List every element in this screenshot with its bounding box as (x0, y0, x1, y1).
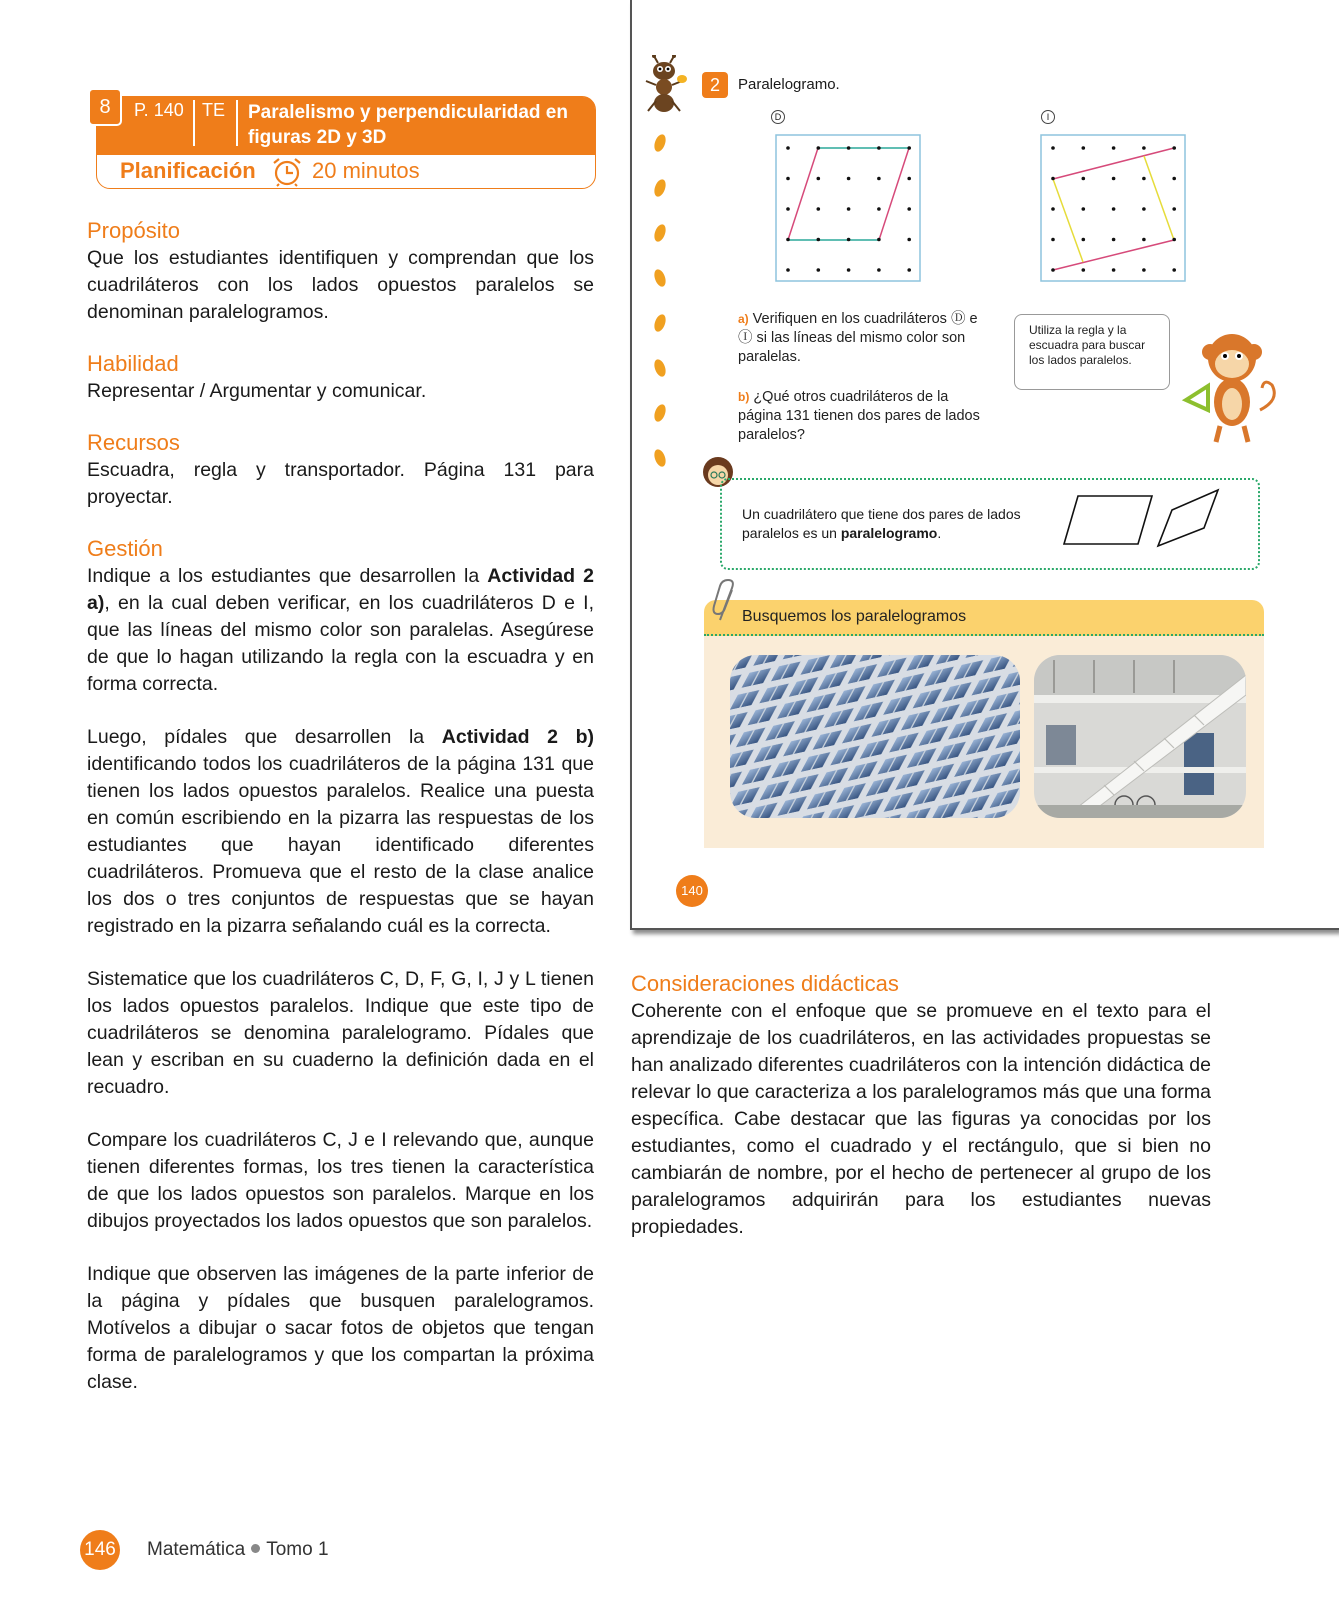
grid-dot (1172, 207, 1176, 211)
dot-grid-i (1040, 134, 1186, 284)
grid-dot (877, 268, 881, 272)
grid-dot (877, 177, 881, 181)
gestion-paragraph-3: Sistematice que los cuadriláteros C, D, F, G, I, J y L tienen los lados opuestos paralelos. Indique que este tipo de cuadriláteros se denomina paralelogramo. Pídales que lean y escriban en su cuaderno la definición dada en el recuadro. (87, 968, 594, 1098)
grid-dot (786, 238, 790, 242)
definition-text: Un cuadrilátero que tiene dos pares de lados paralelos es un paralelogramo. (742, 506, 1021, 541)
grid-dot (1082, 207, 1086, 211)
proposito-body: Que los estudiantes identifiquen y comprendan que los cuadriláteros con los lados opuestos paralelos se denominan paralelogramos. (87, 247, 594, 323)
planning-label: Planificación (120, 158, 256, 183)
consideraciones-title: Consideraciones didácticas (631, 971, 899, 996)
consideraciones-body: Coherente con el enfoque que se promueve en el texto para el aprendizaje de los cuadriláteros, en las actividades propuestas se han analizado diferentes cuadriláteros con la intención didáctica de relevar lo que caracteriza a los paralelogramos más que una forma específica. Cabe destacar que las figuras ya conocidas por los estudiantes, como el cuadrado y el rectángulo, que si bien no cambiarán de nombre, por el hecho de pertenecer al grupo de los paralelogramos adquirirán para los estudiantes nuevas propiedades. (631, 1000, 1211, 1238)
grid-dot (1112, 268, 1116, 272)
grid-dot (877, 146, 881, 150)
grid-dot (1082, 146, 1086, 150)
grid-dot (1142, 268, 1146, 272)
lesson-title: Paralelismo y perpendicularidad en figuras 2D y 3D (248, 102, 568, 148)
grid-dot (1051, 268, 1055, 272)
activity-title: Paralelogramo. (738, 76, 840, 93)
header-divider (193, 100, 195, 146)
grid-dot (1142, 238, 1146, 242)
speech-bubble: Utiliza la regla y la escuadra para buscar los lados paralelos. (1014, 314, 1170, 390)
grid-dot (847, 146, 851, 150)
question-b: b) ¿Qué otros cuadriláteros de la página 131 tienen dos pares de lados paralelos? (738, 389, 980, 443)
student-page-number: 140 (676, 875, 708, 907)
grid-dot (817, 146, 821, 150)
grid-dot (1051, 238, 1055, 242)
recursos-title: Recursos (87, 430, 180, 455)
building-stairs-photo (1034, 655, 1246, 818)
habilidad-title: Habilidad (87, 351, 179, 376)
grid-dot (1112, 177, 1116, 181)
gestion-paragraph-5: Indique que observen las imágenes de la parte inferior de la página y pídales que busquen paralelogramos. Motívelos a dibujar o sacar fotos de objetos que tengan forma de paralelogramos y que los compartan la próxima clase. (87, 1263, 594, 1393)
grid-dot (847, 177, 851, 181)
parallelogram-shapes (1062, 488, 1222, 552)
grid-dot (907, 146, 911, 150)
grid-dot (877, 238, 881, 242)
lesson-number: 8 (88, 88, 122, 126)
grid-dot (847, 238, 851, 242)
grid-dot (786, 268, 790, 272)
activity-number: 2 (702, 72, 728, 98)
gestion-paragraph-4: Compare los cuadriláteros C, J e I relevando que, aunque tienen diferentes formas, los tres tienen la característica de que los lados opuestos son paralelos. Marque en los dibujos proyectados los lados opuestos que son paralelos. (87, 1129, 594, 1232)
question-a: a) Verifiquen en los cuadriláteros Ⓓ e Ⓘ si las líneas del mismo color son paralelas. (738, 311, 978, 365)
gestion-paragraph-1: Indique a los estudiantes que desarrollen la Actividad 2 a), en la cual deben verificar, en los cuadriláteros D e I, que las líneas del mismo color son paralelas. Asegúrese de que lo hagan utilizando la regla con la escuadra y en forma correcta. (87, 565, 594, 695)
header-divider (236, 100, 238, 146)
grid-dot (786, 146, 790, 150)
left-column (87, 217, 594, 1422)
monkey-mascot-icon (1172, 330, 1282, 450)
planning-time: 20 minutos (312, 158, 420, 183)
grid-dot (877, 207, 881, 211)
leaf-decoration (650, 128, 670, 473)
grid-dot (1051, 177, 1055, 181)
grid-dot (1172, 146, 1176, 150)
grid-dot (1082, 177, 1086, 181)
grid-dot (1112, 238, 1116, 242)
ant-mascot-icon (642, 55, 688, 117)
alarm-clock-icon (270, 157, 304, 187)
grid-dot (847, 207, 851, 211)
recursos-body: Escuadra, regla y transportador. Página 131 para proyectar. (87, 459, 594, 508)
grid-dot (907, 177, 911, 181)
proposito-title: Propósito (87, 218, 180, 243)
consideraciones-section (631, 970, 1211, 1241)
footer-text: Matemática Tomo 1 (147, 1539, 329, 1560)
grid-dot (1112, 207, 1116, 211)
dot-grid-d (775, 134, 921, 284)
grid-dot (1051, 146, 1055, 150)
grid-d-label: D (771, 110, 785, 124)
grid-dot (1142, 146, 1146, 150)
grid-dot (1142, 177, 1146, 181)
busquemos-title: Busquemos los paralelogramos (742, 608, 967, 625)
grid-dot (1172, 177, 1176, 181)
student-page-image (630, 0, 1339, 930)
grid-dot (1082, 238, 1086, 242)
grid-dot (817, 268, 821, 272)
grid-dot (907, 238, 911, 242)
page-number: 146 (80, 1530, 120, 1570)
grid-dot (907, 207, 911, 211)
grid-dot (786, 177, 790, 181)
paperclip-icon (712, 578, 738, 624)
grid-dot (907, 268, 911, 272)
grid-dot (1112, 146, 1116, 150)
grid-dot (1051, 207, 1055, 211)
grid-dot (817, 177, 821, 181)
grid-dot (817, 207, 821, 211)
habilidad-body: Representar / Argumentar y comunicar. (87, 380, 427, 402)
grid-dot (1142, 207, 1146, 211)
grid-i-label: I (1041, 110, 1055, 124)
building-facade-photo (730, 655, 1020, 818)
te-label: TE (202, 100, 226, 120)
grid-dot (847, 268, 851, 272)
footer-dot (251, 1544, 260, 1553)
grid-dot (817, 238, 821, 242)
gestion-paragraph-2: Luego, pídales que desarrollen la Actividad 2 b) identificando todos los cuadriláteros de la página 131 que tienen los lados opuestos paralelos. Realice una puesta en común escribiendo en la pizarra las respuestas de los estudiantes que hayan identificado diferentes cuadriláteros. Promueva que el resto de la clase analice los dos o tres conjuntos de respuestas que se hayan registrado en la pizarra señalando cuál es la correcta. (87, 726, 595, 937)
grid-dot (1082, 268, 1086, 272)
grid-dot (1172, 238, 1176, 242)
grid-dot (1172, 268, 1176, 272)
grid-dot (786, 207, 790, 211)
gestion-title: Gestión (87, 536, 163, 561)
page-reference: P. 140 (134, 100, 184, 120)
